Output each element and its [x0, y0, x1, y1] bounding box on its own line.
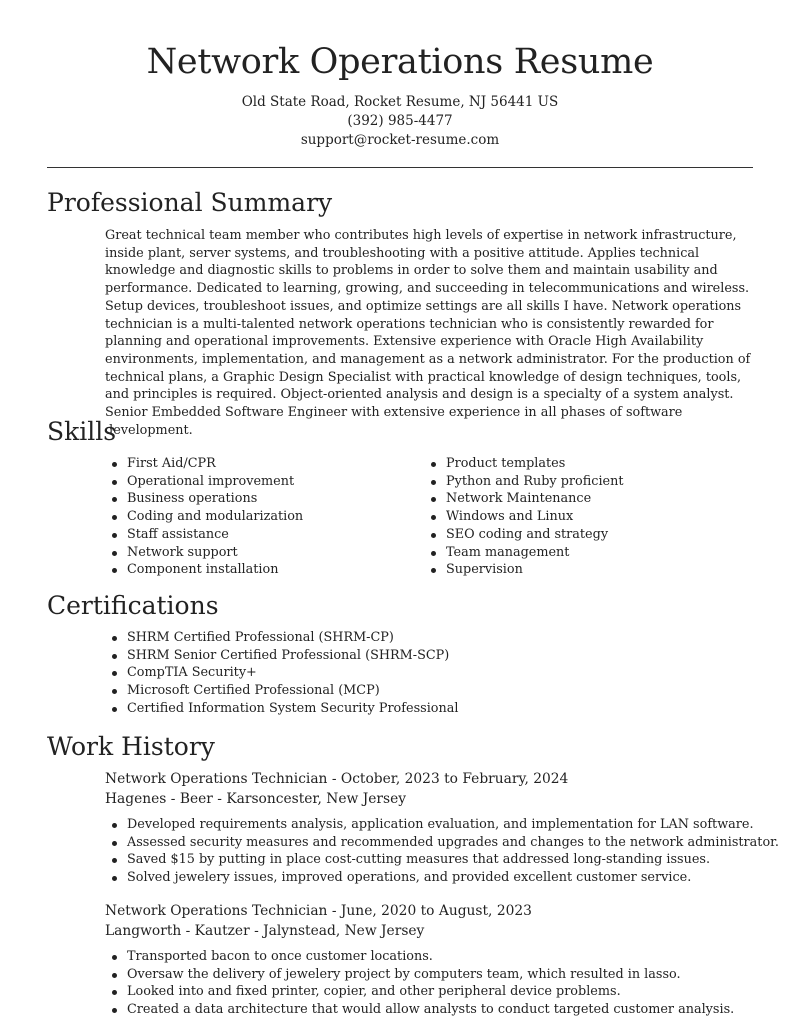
- separator-dash: -: [327, 771, 341, 787]
- job-bullet: Looked into and fixed printer, copier, and other peripheral device problems.: [105, 983, 734, 1001]
- section-title-certifications: Certifications: [47, 591, 219, 620]
- skill-item: Coding and modularization: [105, 508, 303, 526]
- job-bullet: Solved jewelery issues, improved operations, and provided excellent customer service.: [105, 869, 779, 887]
- skills-list-left: [105, 455, 303, 579]
- job-bullet: Assessed security measures and recommended upgrades and changes to the network administrator.: [105, 834, 779, 852]
- resume-title: Network Operations Resume: [146, 42, 654, 82]
- header-divider: [47, 167, 753, 168]
- address: Old State Road, Rocket Resume, NJ 56441 US: [241, 94, 559, 110]
- certification-item: CompTIA Security+: [105, 664, 458, 682]
- skill-item: Business operations: [105, 490, 303, 508]
- skill-item: Staff assistance: [105, 526, 303, 544]
- skill-item: Python and Ruby proficient: [424, 473, 624, 491]
- job-bullet: Saved $15 by putting in place cost-cutting measures that addressed long-standing issues.: [105, 851, 779, 869]
- job-title: Network Operations Technician: [105, 771, 328, 787]
- certification-item: Certified Information System Security Professional: [105, 700, 458, 718]
- separator-dash: -: [249, 923, 264, 939]
- skill-item: Product templates: [424, 455, 624, 473]
- skill-item: Component installation: [105, 561, 303, 579]
- certification-item: SHRM Certified Professional (SHRM-CP): [105, 629, 458, 647]
- job-bullet: Created a data architecture that would allow analysts to conduct targeted customer analysis.: [105, 1001, 734, 1019]
- job-dates: June, 2020 to August, 2023: [340, 903, 532, 919]
- separator-dash: -: [212, 791, 227, 807]
- skill-item: Team management: [424, 544, 624, 562]
- skill-item: Supervision: [424, 561, 624, 579]
- certification-item: SHRM Senior Certified Professional (SHRM-SCP): [105, 647, 458, 665]
- job-bullet: Transported bacon to once customer locations.: [105, 948, 734, 966]
- job-location: Karsoncester, New Jersey: [226, 791, 407, 807]
- certification-item: Microsoft Certified Professional (MCP): [105, 682, 458, 700]
- job-title: Network Operations Technician: [105, 903, 328, 919]
- job-bullets: [105, 948, 734, 1019]
- job-heading: [105, 901, 532, 921]
- job-bullets: [105, 816, 779, 887]
- section-title-skills: Skills: [47, 417, 117, 446]
- summary-text: Great technical team member who contributes high levels of expertise in network infrastructure, inside plant, server systems, and troubleshooting with a positive attitude. Applies technical knowledge and diagnostic skills to problems in order to solve them and maintain usability and performance. Dedicated to learning, growing, and succeeding in telecommunications and wireless. Setup devices, troubleshoot issues, and optimize settings are all skills I have. Network operations technician is a multi-talented network operations technician who is consistently rewarded for planning and operational improvements. Extensive experience with Oracle High Availability environments, implementation, and management as a network administrator. For the production of technical plans, a Graphic Design Specialist with practical knowledge of design techniques, tools, and principles is required. Object-oriented analysis and design is a specialty of a system analyst. Senior Embedded Software Engineer with extensive experience in all phases of software development.: [105, 228, 751, 438]
- skills-list-right: [424, 455, 624, 579]
- job-company: Langworth - Kautzer: [105, 923, 250, 939]
- job-heading: [105, 769, 568, 789]
- job-employer: [105, 789, 406, 809]
- job-company: Hagenes - Beer: [105, 791, 213, 807]
- skill-item: Network support: [105, 544, 303, 562]
- skill-item: SEO coding and strategy: [424, 526, 624, 544]
- section-title-work-history: Work History: [47, 732, 215, 761]
- job-bullet: Developed requirements analysis, application evaluation, and implementation for LAN software.: [105, 816, 779, 834]
- email: support@rocket-resume.com: [300, 132, 500, 148]
- certifications-list: [105, 629, 458, 718]
- separator-dash: -: [327, 903, 341, 919]
- skill-item: Network Maintenance: [424, 490, 624, 508]
- job-employer: [105, 921, 424, 941]
- skill-item: Windows and Linux: [424, 508, 624, 526]
- skill-item: Operational improvement: [105, 473, 303, 491]
- section-title-summary: Professional Summary: [47, 188, 333, 217]
- job-dates: October, 2023 to February, 2024: [340, 771, 569, 787]
- skill-item: First Aid/CPR: [105, 455, 303, 473]
- job-bullet: Oversaw the delivery of jewelery project by computers team, which resulted in lasso.: [105, 966, 734, 984]
- job-location: Jalynstead, New Jersey: [263, 923, 425, 939]
- phone: (392) 985-4477: [347, 113, 453, 129]
